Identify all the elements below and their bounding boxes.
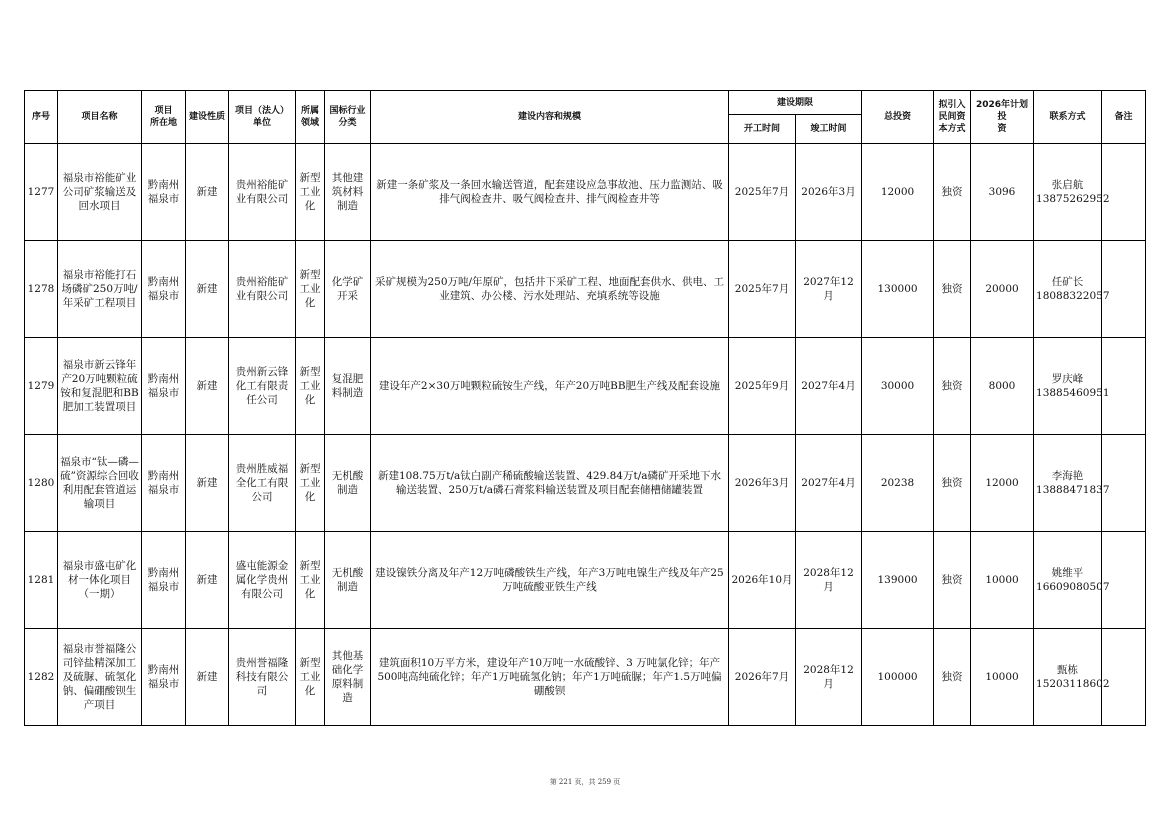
cell-seq: 1282 bbox=[25, 629, 58, 726]
contact-phone: 16609080507 bbox=[1036, 581, 1110, 593]
cell-industry: 其他建筑材料制造 bbox=[325, 144, 371, 241]
cell-contact bbox=[1034, 241, 1110, 338]
cell-unit: 盛屯能源金属化学贵州有限公司 bbox=[229, 532, 296, 629]
cell-unit: 贵州誉福隆科技有限公司 bbox=[229, 629, 296, 726]
header-start: 开工时间 bbox=[729, 115, 796, 144]
cell-remark bbox=[1102, 144, 1146, 241]
header-name: 项目名称 bbox=[58, 91, 142, 144]
cell-industry: 化学矿开采 bbox=[325, 241, 371, 338]
cell-total: 100000 bbox=[862, 629, 934, 726]
cell-content: 建筑面积10万平方米，建设年产10万吨一水硫酸锌、3 万吨氯化锌；年产500吨高纯硫化锌；年产1万吨硫氢化钠；年产1万吨硫脲；年产1.5万吨偏硼酸钡 bbox=[371, 629, 729, 726]
cell-unit: 贵州裕能矿业有限公司 bbox=[229, 144, 296, 241]
header-nature: 建设性质 bbox=[186, 91, 229, 144]
project-table bbox=[24, 90, 1146, 726]
contact-name: 甄栋 bbox=[1057, 664, 1079, 676]
cell-start: 2026年7月 bbox=[729, 629, 796, 726]
cell-name: 福泉市盛屯矿化材一体化项目（一期） bbox=[58, 532, 142, 629]
cell-private: 独资 bbox=[934, 144, 971, 241]
header-total: 总投资 bbox=[862, 91, 934, 144]
cell-start: 2025年7月 bbox=[729, 144, 796, 241]
cell-seq: 1279 bbox=[25, 338, 58, 435]
cell-unit: 贵州胜威福全化工有限公司 bbox=[229, 435, 296, 532]
cell-nature: 新建 bbox=[186, 532, 229, 629]
cell-end: 2026年3月 bbox=[796, 144, 862, 241]
cell-contact bbox=[1034, 435, 1110, 532]
cell-start: 2025年7月 bbox=[729, 241, 796, 338]
cell-contact bbox=[1034, 144, 1110, 241]
cell-plan2026: 10000 bbox=[971, 532, 1034, 629]
header-unit: 项目（法人） 单位 bbox=[229, 91, 296, 144]
cell-content: 建设镍铁分离及年产12万吨磷酸铁生产线，年产3万吨电镍生产线及年产25万吨硫酸亚铁生产线 bbox=[371, 532, 729, 629]
cell-remark bbox=[1102, 629, 1146, 726]
cell-total: 12000 bbox=[862, 144, 934, 241]
cell-field: 新型工业化 bbox=[296, 435, 325, 532]
cell-plan2026: 12000 bbox=[971, 435, 1034, 532]
table-row bbox=[25, 241, 1146, 338]
cell-field: 新型工业化 bbox=[296, 532, 325, 629]
cell-seq: 1281 bbox=[25, 532, 58, 629]
cell-total: 20238 bbox=[862, 435, 934, 532]
cell-unit: 贵州新云锋化工有限责任公司 bbox=[229, 338, 296, 435]
cell-name: 福泉市“钛—磷—硫”资源综合回收利用配套管道运输项目 bbox=[58, 435, 142, 532]
cell-field: 新型工业化 bbox=[296, 144, 325, 241]
cell-end: 2028年12月 bbox=[796, 532, 862, 629]
cell-private: 独资 bbox=[934, 435, 971, 532]
header-industry: 国标行业 分类 bbox=[325, 91, 371, 144]
cell-total: 139000 bbox=[862, 532, 934, 629]
table-row bbox=[25, 144, 1146, 241]
header-period: 建设期限 bbox=[729, 91, 862, 115]
cell-seq: 1278 bbox=[25, 241, 58, 338]
header-content: 建设内容和规模 bbox=[371, 91, 729, 144]
cell-seq: 1277 bbox=[25, 144, 58, 241]
cell-plan2026: 10000 bbox=[971, 629, 1034, 726]
contact-name: 罗庆峰 bbox=[1051, 373, 1084, 385]
table-row bbox=[25, 532, 1146, 629]
cell-location: 黔南州福泉市 bbox=[142, 241, 186, 338]
cell-start: 2026年3月 bbox=[729, 435, 796, 532]
cell-private: 独资 bbox=[934, 338, 971, 435]
cell-nature: 新建 bbox=[186, 629, 229, 726]
header-location: 项目 所在地 bbox=[142, 91, 186, 144]
cell-industry: 复混肥料制造 bbox=[325, 338, 371, 435]
cell-industry: 其他基础化学原料制造 bbox=[325, 629, 371, 726]
header-private: 拟引入 民间资 本方式 bbox=[934, 91, 971, 144]
cell-plan2026: 8000 bbox=[971, 338, 1034, 435]
cell-content: 建设年产2×30万吨颗粒硫铵生产线，年产20万吨BB肥生产线及配套设施 bbox=[371, 338, 729, 435]
contact-phone: 13875262952 bbox=[1036, 193, 1110, 205]
cell-location: 黔南州福泉市 bbox=[142, 435, 186, 532]
contact-name: 李海艳 bbox=[1051, 470, 1084, 482]
cell-content: 采矿规模为250万吨/年原矿，包括井下采矿工程、地面配套供水、供电、工业建筑、办公楼、污水处理站、充填系统等设施 bbox=[371, 241, 729, 338]
cell-field: 新型工业化 bbox=[296, 241, 325, 338]
cell-name: 福泉市裕能矿业公司矿浆输送及回水项目 bbox=[58, 144, 142, 241]
cell-content: 新建108.75万t/a钛白副产稀硫酸输送装置、429.84万t/a磷矿开采地下水输送装置、250万t/a磷石膏浆料输送装置及项目配套储槽储罐装置 bbox=[371, 435, 729, 532]
cell-location: 黔南州福泉市 bbox=[142, 629, 186, 726]
cell-content: 新建一条矿浆及一条回水输送管道，配套建设应急事故池、压力监测站、吸排气阀检查井、吸气阀检查井、排气阀检查井等 bbox=[371, 144, 729, 241]
cell-remark bbox=[1102, 532, 1146, 629]
table-row bbox=[25, 435, 1146, 532]
contact-phone: 15203118602 bbox=[1036, 678, 1110, 690]
cell-seq: 1280 bbox=[25, 435, 58, 532]
cell-location: 黔南州福泉市 bbox=[142, 338, 186, 435]
cell-nature: 新建 bbox=[186, 144, 229, 241]
table-row bbox=[25, 338, 1146, 435]
cell-location: 黔南州福泉市 bbox=[142, 532, 186, 629]
cell-industry: 无机酸制造 bbox=[325, 435, 371, 532]
contact-phone: 18088322057 bbox=[1036, 290, 1110, 302]
cell-private: 独资 bbox=[934, 241, 971, 338]
cell-unit: 贵州裕能矿业有限公司 bbox=[229, 241, 296, 338]
header-contact: 联系方式 bbox=[1034, 91, 1102, 144]
contact-phone: 13885460951 bbox=[1036, 387, 1110, 399]
cell-remark bbox=[1102, 435, 1146, 532]
cell-start: 2026年10月 bbox=[729, 532, 796, 629]
cell-industry: 无机酸制造 bbox=[325, 532, 371, 629]
cell-name: 福泉市裕能打石场磷矿250万吨/年采矿工程项目 bbox=[58, 241, 142, 338]
cell-end: 2027年4月 bbox=[796, 435, 862, 532]
cell-plan2026: 20000 bbox=[971, 241, 1034, 338]
cell-location: 黔南州福泉市 bbox=[142, 144, 186, 241]
contact-phone: 13888471837 bbox=[1036, 484, 1110, 496]
header-plan2026: 2026年计划投 资 bbox=[971, 91, 1034, 144]
cell-field: 新型工业化 bbox=[296, 338, 325, 435]
header-seq: 序号 bbox=[25, 91, 58, 144]
cell-nature: 新建 bbox=[186, 435, 229, 532]
header-remark: 备注 bbox=[1102, 91, 1146, 144]
header-end: 竣工时间 bbox=[796, 115, 862, 144]
cell-remark bbox=[1102, 338, 1146, 435]
cell-nature: 新建 bbox=[186, 241, 229, 338]
cell-name: 福泉市誉福隆公司锌盐精深加工及硫脲、硫氢化钠、偏硼酸钡生产项目 bbox=[58, 629, 142, 726]
cell-end: 2028年12月 bbox=[796, 629, 862, 726]
contact-name: 任矿长 bbox=[1051, 276, 1084, 288]
contact-name: 张启航 bbox=[1051, 179, 1084, 191]
cell-private: 独资 bbox=[934, 532, 971, 629]
header-field: 所属 领域 bbox=[296, 91, 325, 144]
cell-remark bbox=[1102, 241, 1146, 338]
cell-end: 2027年12月 bbox=[796, 241, 862, 338]
cell-total: 30000 bbox=[862, 338, 934, 435]
page-footer: 第 221 页，共 259 页 bbox=[549, 778, 621, 786]
cell-total: 130000 bbox=[862, 241, 934, 338]
cell-contact bbox=[1034, 629, 1110, 726]
cell-contact bbox=[1034, 532, 1110, 629]
cell-end: 2027年4月 bbox=[796, 338, 862, 435]
cell-nature: 新建 bbox=[186, 338, 229, 435]
cell-contact bbox=[1034, 338, 1110, 435]
cell-field: 新型工业化 bbox=[296, 629, 325, 726]
contact-name: 姚维平 bbox=[1051, 567, 1084, 579]
cell-start: 2025年9月 bbox=[729, 338, 796, 435]
cell-name: 福泉市新云锋年产20万吨颗粒硫铵和复混肥和BB肥加工装置项目 bbox=[58, 338, 142, 435]
cell-plan2026: 3096 bbox=[971, 144, 1034, 241]
table-row bbox=[25, 629, 1146, 726]
cell-private: 独资 bbox=[934, 629, 971, 726]
